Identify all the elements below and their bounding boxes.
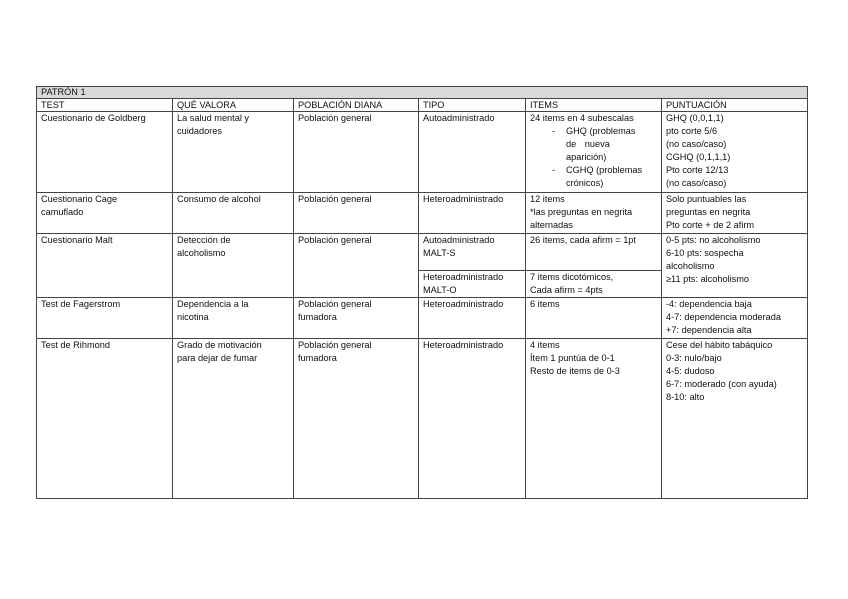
header-items: ITEMS [526, 99, 662, 112]
cell-puntuacion [662, 234, 808, 298]
items-line: Ítem 1 puntúa de 0-1 [530, 353, 615, 363]
cell-valora [173, 112, 294, 193]
table-row [37, 298, 808, 339]
bullet-line: crónicos) [566, 178, 604, 188]
puntuacion-line: Pto corte + de 2 afirm [666, 220, 755, 230]
puntuacion-line: alcoholismo [666, 261, 715, 271]
items-intro: 24 items en 4 subescalas [530, 113, 634, 123]
puntuacion-line: Cese del hábito tabáquico [666, 340, 773, 350]
puntuacion-line: Pto corte 12/13 [666, 165, 729, 175]
tipo-text: MALT-S [423, 248, 456, 258]
cell-items [526, 234, 662, 271]
cell-valora [173, 298, 294, 339]
cell-tipo [419, 193, 526, 234]
cell-test [37, 193, 173, 234]
bullet-dash: - [552, 165, 556, 175]
valora-line: nicotina [177, 312, 209, 322]
poblacion-text: Población general [298, 194, 372, 204]
valora-line: La salud mental y [177, 113, 250, 123]
puntuacion-line: pto corte 5/6 [666, 126, 718, 136]
items-line: alternadas [530, 220, 573, 230]
tipo-text: Heteroadministrado [423, 194, 504, 204]
items-line: 12 items [530, 194, 565, 204]
cell-items [526, 112, 662, 193]
puntuacion-line: 4-5: dudoso [666, 366, 715, 376]
items-line: *las preguntas en negrita [530, 207, 633, 217]
puntuacion-line: ≥11 pts: alcoholismo [666, 274, 750, 284]
puntuacion-line: 6-10 pts: sospecha [666, 248, 744, 258]
valora-line: Consumo de alcohol [177, 194, 261, 204]
puntuacion-line: 6-7: moderado (con ayuda) [666, 379, 777, 389]
tipo-text: Heteroadministrado [423, 340, 504, 350]
table-row [37, 112, 808, 193]
test-name: Cuestionario Cage [41, 194, 118, 204]
cell-puntuacion [662, 112, 808, 193]
header-que-valora: QUÉ VALORA [173, 99, 294, 112]
cell-items [526, 271, 662, 298]
puntuacion-line: CGHQ (0,1,1,1) [666, 152, 731, 162]
tipo-text: MALT-O [423, 285, 457, 295]
puntuacion-line: -4: dependencia baja [666, 299, 752, 309]
cell-poblacion [294, 112, 419, 193]
valora-line: cuidadores [177, 126, 222, 136]
puntuacion-line: GHQ (0,0,1,1) [666, 113, 724, 123]
bullet-dash: - [552, 126, 556, 136]
table-title-row [37, 87, 808, 99]
cell-tipo [419, 298, 526, 339]
cell-puntuacion [662, 298, 808, 339]
cell-poblacion [294, 339, 419, 499]
header-puntuacion: PUNTUACIÓN [662, 99, 808, 112]
table-header-row [37, 99, 808, 112]
valora-line: Detección de [177, 235, 231, 245]
test-name: Test de Rihmond [41, 340, 110, 350]
items-line: 7 items dicotómicos, [530, 272, 614, 282]
cell-test [37, 234, 173, 298]
puntuacion-line: preguntas en negrita [666, 207, 751, 217]
header-tipo: TIPO [419, 99, 526, 112]
puntuacion-line: +7: dependencia alta [666, 325, 752, 335]
items-bullet [530, 125, 657, 164]
puntuacion-line: (no caso/caso) [666, 178, 727, 188]
cell-test [37, 339, 173, 499]
cell-items [526, 298, 662, 339]
poblacion-text: Población general [298, 340, 372, 350]
table-title: PATRÓN 1 [37, 87, 808, 99]
test-name: Cuestionario de Goldberg [41, 113, 146, 123]
cell-tipo [419, 271, 526, 298]
valora-line: Dependencia a la [177, 299, 249, 309]
cell-puntuacion [662, 339, 808, 499]
puntuacion-line: (no caso/caso) [666, 139, 727, 149]
cell-test [37, 298, 173, 339]
poblacion-text: fumadora [298, 312, 337, 322]
puntuacion-line: Solo puntuables las [666, 194, 747, 204]
cell-poblacion [294, 234, 419, 298]
poblacion-text: fumadora [298, 353, 337, 363]
puntuacion-line: 0-5 pts: no alcoholismo [666, 235, 761, 245]
tipo-text: Autoadministrado [423, 113, 495, 123]
items-line: 4 items [530, 340, 560, 350]
items-line: Cada afirm = 4pts [530, 285, 603, 295]
test-name: camuflado [41, 207, 84, 217]
items-line: 6 items [530, 299, 560, 309]
table-row [37, 193, 808, 234]
tipo-text: Autoadministrado [423, 235, 495, 245]
test-name: Cuestionario Malt [41, 235, 113, 245]
valora-line: para dejar de fumar [177, 353, 258, 363]
poblacion-text: Población general [298, 235, 372, 245]
cell-items [526, 193, 662, 234]
items-line: 26 items, cada afirm = 1pt [530, 235, 636, 245]
header-poblacion-diana: POBLACIÓN DIANA [294, 99, 419, 112]
bullet-line: aparición) [566, 152, 607, 162]
test-name: Test de Fagerstrom [41, 299, 121, 309]
valora-line: alcoholismo [177, 248, 226, 258]
tipo-text: Heteroadministrado [423, 272, 504, 282]
table-row [37, 234, 808, 271]
tipo-text: Heteroadministrado [423, 299, 504, 309]
poblacion-text: Población general [298, 113, 372, 123]
cell-tipo [419, 339, 526, 499]
bullet-line: GHQ (problemas [566, 126, 636, 136]
puntuacion-line: 0-3: nulo/bajo [666, 353, 722, 363]
cell-valora [173, 193, 294, 234]
bullet-line: de nueva [566, 139, 610, 149]
poblacion-text: Población general [298, 299, 372, 309]
bullet-line: CGHQ (problemas [566, 165, 643, 175]
puntuacion-line: 8-10: alto [666, 392, 705, 402]
cell-tipo [419, 234, 526, 271]
items-bullet [530, 164, 657, 190]
cell-valora [173, 339, 294, 499]
cell-poblacion [294, 193, 419, 234]
cell-valora [173, 234, 294, 298]
cell-tipo [419, 112, 526, 193]
valora-line: Grado de motivación [177, 340, 262, 350]
table-row [37, 339, 808, 499]
patron-table [36, 86, 808, 499]
header-test: TEST [37, 99, 173, 112]
cell-items [526, 339, 662, 499]
items-line: Resto de items de 0-3 [530, 366, 620, 376]
cell-test [37, 112, 173, 193]
cell-poblacion [294, 298, 419, 339]
cell-puntuacion [662, 193, 808, 234]
puntuacion-line: 4-7: dependencia moderada [666, 312, 781, 322]
